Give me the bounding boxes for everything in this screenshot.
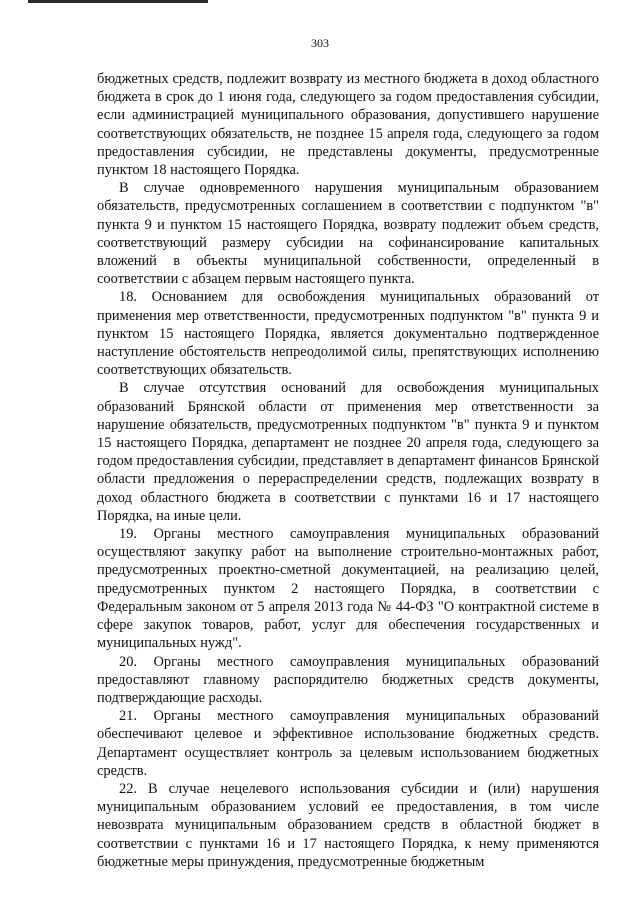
paragraph-21: 21. Органы местного самоуправления муниципальных образований обеспечивают целевое и эффективное использование бюджетных средств. Департамент осуществляет контроль за целевым использованием бюджетных средств. xyxy=(97,708,599,779)
paragraph-simultaneous-violation: В случае одновременного нарушения муниципальным образованием обязательств, предусмотренных соглашением в соответствии с подпунктом "в" пункта 9 и пунктом 15 настоящего Порядка, возврату подлежит объем средств, соответствующий размеру субсидии на софинансирование капитальных вложений в объекты муниципальной собственности, определенный в соответствии с абзацем первым настоящего пункта. xyxy=(97,180,599,288)
paragraph-22: 22. В случае нецелевого использования субсидии и (или) нарушения муниципальным образованием условий ее предоставления, в том числе невозврата муниципальным образованием средств в областной бюджет в соответствии с пунктами 16 и 17 настоящего Порядка, к нему применяются бюджетные меры принуждения, предусмотренные бюджетным xyxy=(97,780,599,870)
paragraph-continuation: бюджетных средств, подлежит возврату из местного бюджета в доход областного бюджета в срок до 1 июня года, следующего за годом предоставления субсидии, если администрацией муниципального образования, допустившего нарушение соответствующих обязательств, не позднее 15 апреля года, следующего за годом предоставления субсидии, не представлены документы, предусмотренные пунктом 18 настоящего Порядка. xyxy=(97,71,599,179)
document-body xyxy=(97,70,599,871)
page-number: 303 xyxy=(311,36,329,50)
paragraph-no-grounds: В случае отсутствия оснований для освобождения муниципальных образований Брянской области от применения мер ответственности за нарушение обязательств, предусмотренных подпунктом "в" пункта 9 и пунктом 15 настоящего Порядка, департамент не позднее 20 апреля года, следующего за годом предоставления субсидии, представляет в департамент финансов Брянской области предложения о перераспределении средств, подлежащих возврату в доход областного бюджета в соответствии с пунктами 16 и 17 настоящего Порядка, на иные цели. xyxy=(97,380,599,524)
paragraph-18: 18. Основанием для освобождения муниципальных образований от применения мер ответственности, предусмотренных подпунктом "в" пункта 9 и пунктом 15 настоящего Порядка, является документально подтвержденное наступление обстоятельств непреодолимой силы, препятствующих исполнению соответствующих обязательств. xyxy=(97,289,599,379)
paragraph-19: 19. Органы местного самоуправления муниципальных образований осуществляют закупку работ на выполнение строительно-монтажных работ, предусмотренных проектно-сметной документацией, на реализацию целей, предусмотренных пунктом 2 настоящего Порядка, в соответствии с Федеральным законом от 5 апреля 2013 года № 44-ФЗ "О контрактной системе в сфере закупок товаров, работ, услуг для обеспечения государственных и муниципальных нужд". xyxy=(97,526,599,652)
scan-edge-line xyxy=(28,0,208,3)
paragraph-20: 20. Органы местного самоуправления муниципальных образований предоставляют главному распорядителю бюджетных средств документы, подтверждающие расходы. xyxy=(97,653,599,706)
